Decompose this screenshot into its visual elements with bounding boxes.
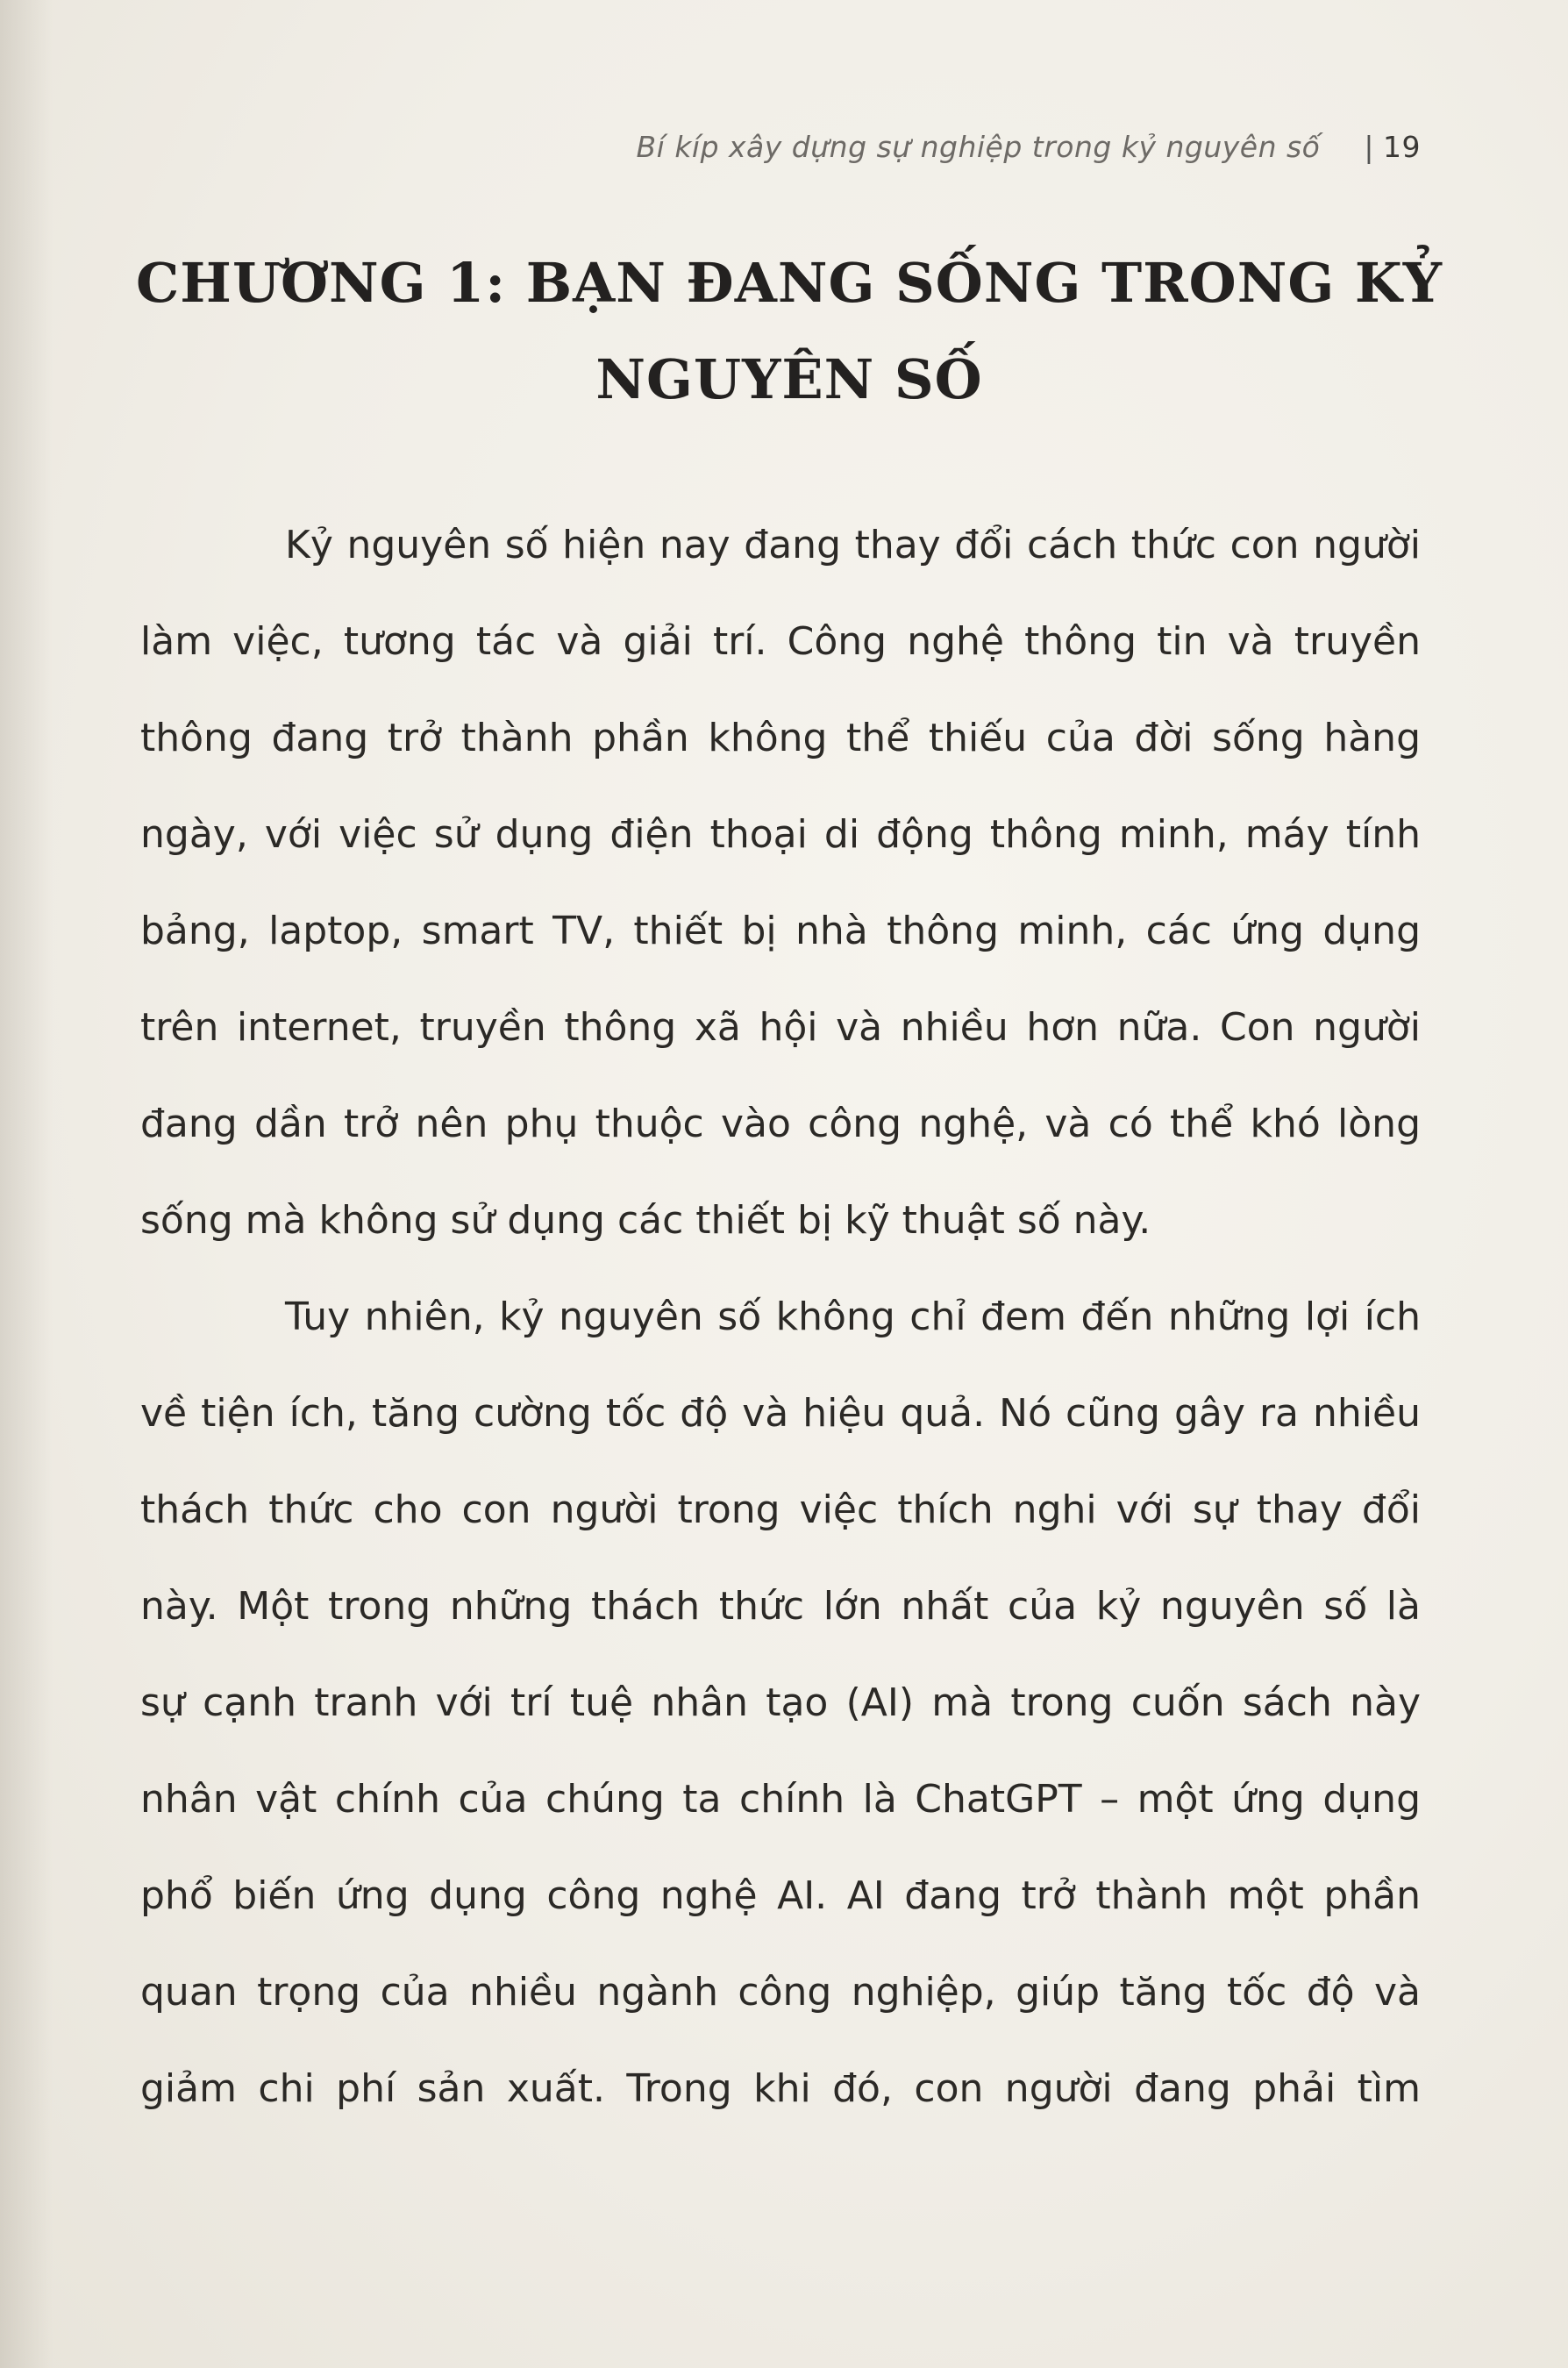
running-head-separator: | [1364,130,1374,164]
text-line: phổ biến ứng dụng công nghệ AI. AI đang trở thành một phần [140,1873,1421,1918]
text-line: Kỷ nguyên số hiện nay đang thay đổi cách thức con người [285,523,1421,567]
running-head [0,130,1421,164]
paragraph-1 [140,497,1421,1269]
text-line: quan trọng của nhiều ngành công nghiệp, giúp tăng tốc độ và [140,1970,1421,2015]
text-line: này. Một trong những thách thức lớn nhất của kỷ nguyên số là [140,1584,1421,1629]
text-line: bảng, laptop, smart TV, thiết bị nhà thông minh, các ứng dụng [140,909,1421,953]
chapter-title [123,235,1456,428]
text-line: thông đang trở thành phần không thể thiếu của đời sống hàng [140,716,1421,760]
spine-shadow [0,0,53,2368]
text-line: ngày, với việc sử dụng điện thoại di động thông minh, máy tính [140,812,1421,857]
chapter-title-line-1: CHƯƠNG 1: BẠN ĐANG SỐNG TRONG KỶ [135,251,1443,315]
page-number: 19 [1383,130,1421,164]
text-line: sự cạnh tranh với trí tuệ nhân tạo (AI) mà trong cuốn sách này [140,1680,1421,1725]
running-head-title: Bí kíp xây dựng sự nghiệp trong kỷ nguyên số [636,130,1321,164]
chapter-title-line-2: NGUYÊN SỐ [595,347,983,411]
text-line: về tiện ích, tăng cường tốc độ và hiệu quả. Nó cũng gây ra nhiều [140,1391,1421,1436]
text-line: sống mà không sử dụng các thiết bị kỹ thuật số này. [140,1198,1151,1243]
text-line: đang dần trở nên phụ thuộc vào công nghệ, và có thể khó lòng [140,1102,1421,1146]
text-line: nhân vật chính của chúng ta chính là ChatGPT – một ứng dụng [140,1777,1421,1822]
text-line: trên internet, truyền thông xã hội và nhiều hơn nữa. Con người [140,1005,1421,1050]
paragraph-2 [140,1269,1421,2137]
text-line: giảm chi phí sản xuất. Trong khi đó, con người đang phải tìm [140,2066,1421,2111]
body-text [140,497,1421,2137]
text-line: Tuy nhiên, kỷ nguyên số không chỉ đem đến những lợi ích [285,1295,1421,1339]
text-line: làm việc, tương tác và giải trí. Công nghệ thông tin và truyền [140,619,1421,664]
text-line: thách thức cho con người trong việc thích nghi với sự thay đổi [140,1487,1421,1532]
